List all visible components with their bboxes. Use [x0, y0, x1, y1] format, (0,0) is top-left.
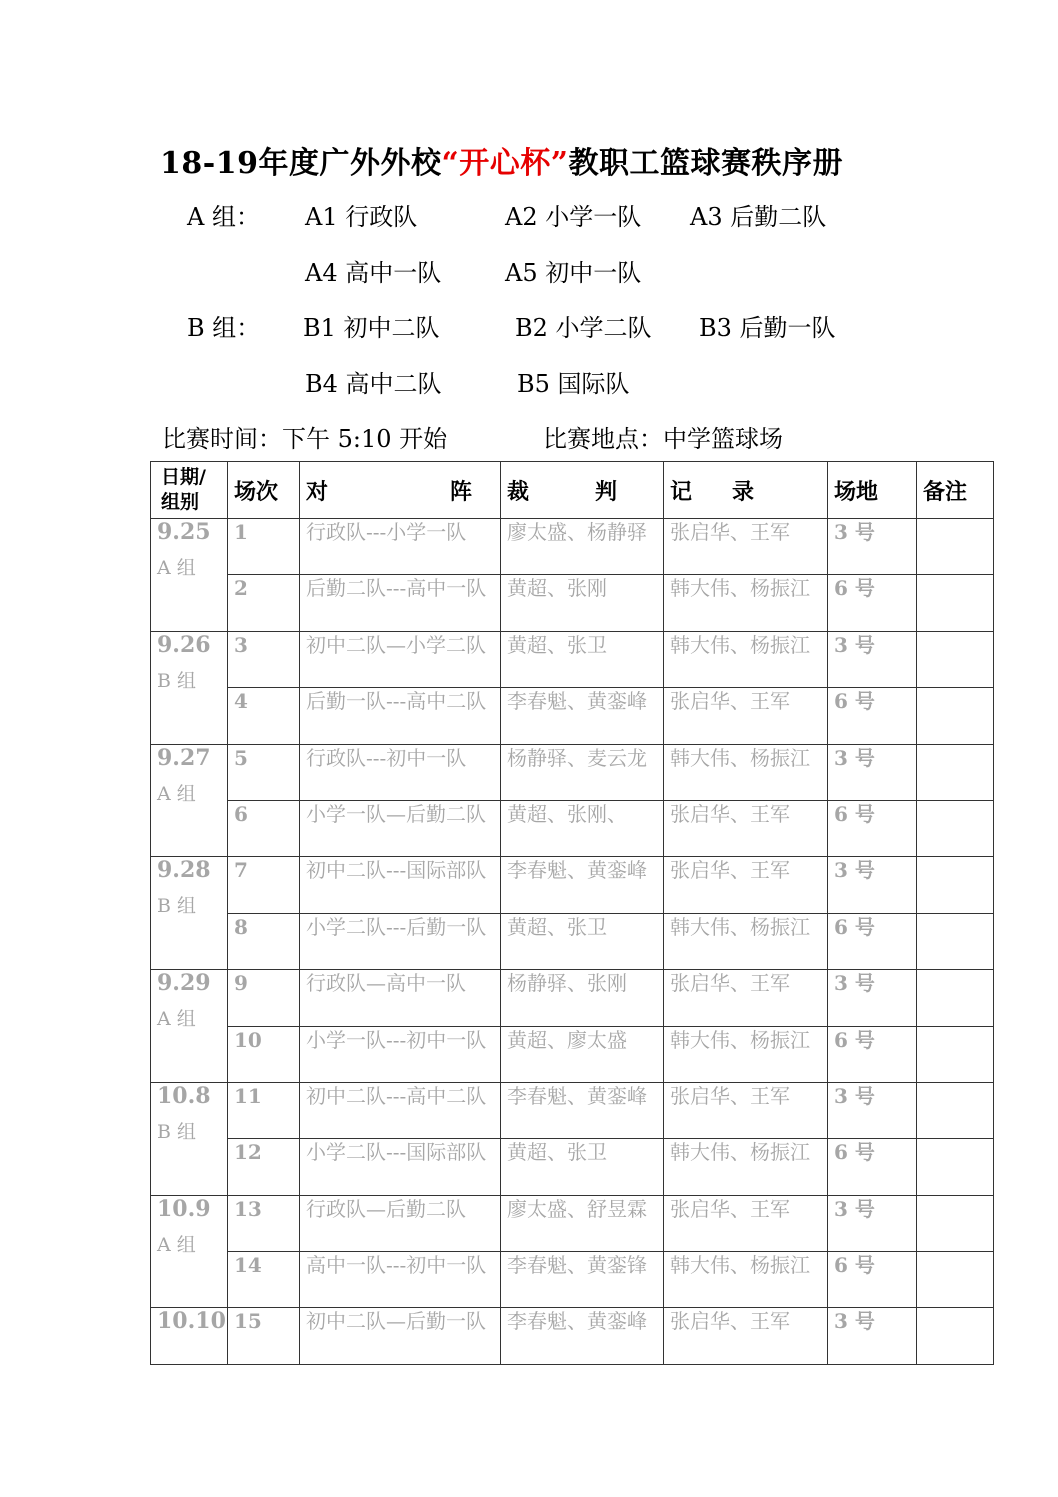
record-cell: 张启华、王军	[664, 970, 828, 1026]
venue-cell: 3 号	[828, 519, 917, 575]
matchup-cell: 行政队—后勤二队	[300, 1195, 501, 1251]
match-date: 10.8	[157, 1082, 211, 1109]
matchup-cell: 高中一队---初中一队	[300, 1252, 501, 1308]
team-b1: B1 初中二队	[303, 314, 440, 342]
matchup-cell: 小学一队---初中一队	[300, 1026, 501, 1082]
referee-cell: 李春魁、黄銮锋	[501, 1252, 664, 1308]
date-group-cell	[151, 631, 228, 744]
table-row	[151, 575, 994, 631]
table-row	[151, 1082, 994, 1138]
team-b2: B2 小学二队	[515, 314, 652, 342]
match-number: 1	[228, 519, 300, 575]
venue-cell: 3 号	[828, 1308, 917, 1364]
matchup-cell: 初中二队---国际部队	[300, 857, 501, 913]
match-venue: 比赛地点：中学篮球场	[543, 425, 783, 453]
notes-cell	[917, 800, 994, 856]
table-row	[151, 970, 994, 1026]
match-date: 10.9	[157, 1195, 211, 1222]
record-cell: 张启华、王军	[664, 519, 828, 575]
match-date: 9.28	[157, 857, 211, 884]
header-date-group: 日期/ 组别	[151, 462, 228, 519]
match-number: 4	[228, 688, 300, 744]
match-number: 12	[228, 1139, 300, 1195]
date-group-cell	[151, 519, 228, 632]
notes-cell	[917, 1252, 994, 1308]
team-b5: B5 国际队	[517, 370, 630, 398]
match-number: 11	[228, 1082, 300, 1138]
table-row	[151, 1308, 994, 1364]
match-group: B 组	[157, 669, 197, 692]
notes-cell	[917, 519, 994, 575]
matchup-cell: 行政队---小学一队	[300, 519, 501, 575]
match-number: 15	[228, 1308, 300, 1364]
team-a2: A2 小学一队	[505, 203, 642, 231]
table-header-row	[151, 462, 994, 519]
table-row	[151, 631, 994, 687]
referee-cell: 李春魁、黄銮峰	[501, 1308, 664, 1364]
venue-cell: 6 号	[828, 688, 917, 744]
page-title	[160, 138, 843, 182]
table-row	[151, 1026, 994, 1082]
venue-cell: 6 号	[828, 575, 917, 631]
title-cup-name: “开心杯”	[441, 146, 569, 181]
notes-cell	[917, 1026, 994, 1082]
group-b-label: B 组：	[187, 314, 261, 342]
match-group: A 组	[157, 782, 196, 805]
record-cell: 韩大伟、杨振江	[664, 631, 828, 687]
referee-cell: 黄超、张刚	[501, 575, 664, 631]
record-cell: 韩大伟、杨振江	[664, 1252, 828, 1308]
date-group-cell	[151, 1308, 228, 1364]
header-record: 记 录	[664, 462, 828, 519]
match-group: B 组	[157, 895, 197, 918]
venue-cell: 6 号	[828, 913, 917, 969]
header-referee: 裁 判	[501, 462, 664, 519]
notes-cell	[917, 575, 994, 631]
header-match-number: 场次	[228, 462, 300, 519]
team-b3: B3 后勤一队	[699, 314, 836, 342]
referee-cell: 黄超、张卫	[501, 1139, 664, 1195]
match-number: 5	[228, 744, 300, 800]
team-a3: A3 后勤二队	[690, 203, 827, 231]
notes-cell	[917, 1195, 994, 1251]
referee-cell: 李春魁、黄銮峰	[501, 857, 664, 913]
match-group: A 组	[157, 1233, 196, 1256]
match-number: 6	[228, 800, 300, 856]
match-number: 13	[228, 1195, 300, 1251]
notes-cell	[917, 744, 994, 800]
matchup-cell: 初中二队---高中二队	[300, 1082, 501, 1138]
matchup-cell: 小学一队—后勤二队	[300, 800, 501, 856]
record-cell: 张启华、王军	[664, 857, 828, 913]
date-group-cell	[151, 970, 228, 1083]
notes-cell	[917, 631, 994, 687]
matchup-cell: 行政队—高中一队	[300, 970, 501, 1026]
referee-cell: 廖太盛、杨静驿	[501, 519, 664, 575]
match-date: 10.10	[157, 1308, 226, 1335]
notes-cell	[917, 1082, 994, 1138]
venue-cell: 3 号	[828, 1082, 917, 1138]
record-cell: 张启华、王军	[664, 1082, 828, 1138]
match-number: 2	[228, 575, 300, 631]
record-cell: 韩大伟、杨振江	[664, 913, 828, 969]
table-row	[151, 1139, 994, 1195]
referee-cell: 李春魁、黄銮峰	[501, 1082, 664, 1138]
group-a-label: A 组：	[187, 203, 260, 231]
notes-cell	[917, 1139, 994, 1195]
team-a4: A4 高中一队	[305, 259, 442, 287]
match-number: 7	[228, 857, 300, 913]
record-cell: 张启华、王军	[664, 688, 828, 744]
match-number: 3	[228, 631, 300, 687]
referee-cell: 杨静驿、麦云龙	[501, 744, 664, 800]
date-group-cell	[151, 857, 228, 970]
record-cell: 韩大伟、杨振江	[664, 575, 828, 631]
header-venue: 场地	[828, 462, 917, 519]
referee-cell: 黄超、廖太盛	[501, 1026, 664, 1082]
match-number: 9	[228, 970, 300, 1026]
match-date: 9.26	[157, 631, 211, 658]
match-time: 比赛时间：下午 5:10 开始	[162, 425, 448, 453]
match-group: B 组	[157, 1120, 197, 1143]
venue-cell: 3 号	[828, 857, 917, 913]
notes-cell	[917, 970, 994, 1026]
header-notes: 备注	[917, 462, 994, 519]
matchup-cell: 小学二队---后勤一队	[300, 913, 501, 969]
team-b4: B4 高中二队	[305, 370, 442, 398]
header-matchup: 对 阵	[300, 462, 501, 519]
table-row	[151, 1252, 994, 1308]
venue-cell: 6 号	[828, 1252, 917, 1308]
match-group: A 组	[157, 1008, 196, 1031]
referee-cell: 杨静驿、张刚	[501, 970, 664, 1026]
team-a5: A5 初中一队	[505, 259, 642, 287]
match-date: 9.25	[157, 519, 211, 545]
venue-cell: 3 号	[828, 1195, 917, 1251]
record-cell: 韩大伟、杨振江	[664, 1026, 828, 1082]
notes-cell	[917, 1308, 994, 1364]
match-group: A 组	[157, 557, 196, 579]
table-row	[151, 857, 994, 913]
matchup-cell: 小学二队---国际部队	[300, 1139, 501, 1195]
notes-cell	[917, 857, 994, 913]
match-date: 9.29	[157, 970, 211, 997]
record-cell: 张启华、王军	[664, 800, 828, 856]
venue-cell: 6 号	[828, 1139, 917, 1195]
venue-cell: 6 号	[828, 800, 917, 856]
referee-cell: 黄超、张刚、	[501, 800, 664, 856]
match-number: 8	[228, 913, 300, 969]
referee-cell: 廖太盛、舒昱霖	[501, 1195, 664, 1251]
date-group-cell	[151, 1082, 228, 1195]
venue-cell: 3 号	[828, 631, 917, 687]
schedule-table	[150, 461, 994, 1365]
referee-cell: 黄超、张卫	[501, 631, 664, 687]
record-cell: 韩大伟、杨振江	[664, 1139, 828, 1195]
title-part1: 18-19年度广外外校	[160, 146, 442, 181]
table-row	[151, 744, 994, 800]
date-group-cell	[151, 1195, 228, 1308]
table-row	[151, 1195, 994, 1251]
table-row	[151, 800, 994, 856]
record-cell: 张启华、王军	[664, 1195, 828, 1251]
matchup-cell: 初中二队—小学二队	[300, 631, 501, 687]
venue-cell: 6 号	[828, 1026, 917, 1082]
table-row	[151, 913, 994, 969]
matchup-cell: 初中二队—后勤一队	[300, 1308, 501, 1364]
venue-cell: 3 号	[828, 970, 917, 1026]
venue-cell: 3 号	[828, 744, 917, 800]
referee-cell: 黄超、张卫	[501, 913, 664, 969]
matchup-cell: 行政队---初中一队	[300, 744, 501, 800]
team-a1: A1 行政队	[305, 203, 418, 231]
notes-cell	[917, 913, 994, 969]
table-row	[151, 519, 994, 575]
referee-cell: 李春魁、黄銮峰	[501, 688, 664, 744]
notes-cell	[917, 688, 994, 744]
record-cell: 韩大伟、杨振江	[664, 744, 828, 800]
record-cell: 张启华、王军	[664, 1308, 828, 1364]
date-group-cell	[151, 744, 228, 857]
table-row	[151, 688, 994, 744]
matchup-cell: 后勤一队---高中二队	[300, 688, 501, 744]
title-part3: 教职工篮球赛秩序册	[568, 146, 843, 181]
match-number: 10	[228, 1026, 300, 1082]
matchup-cell: 后勤二队---高中一队	[300, 575, 501, 631]
match-number: 14	[228, 1252, 300, 1308]
match-date: 9.27	[157, 744, 211, 771]
